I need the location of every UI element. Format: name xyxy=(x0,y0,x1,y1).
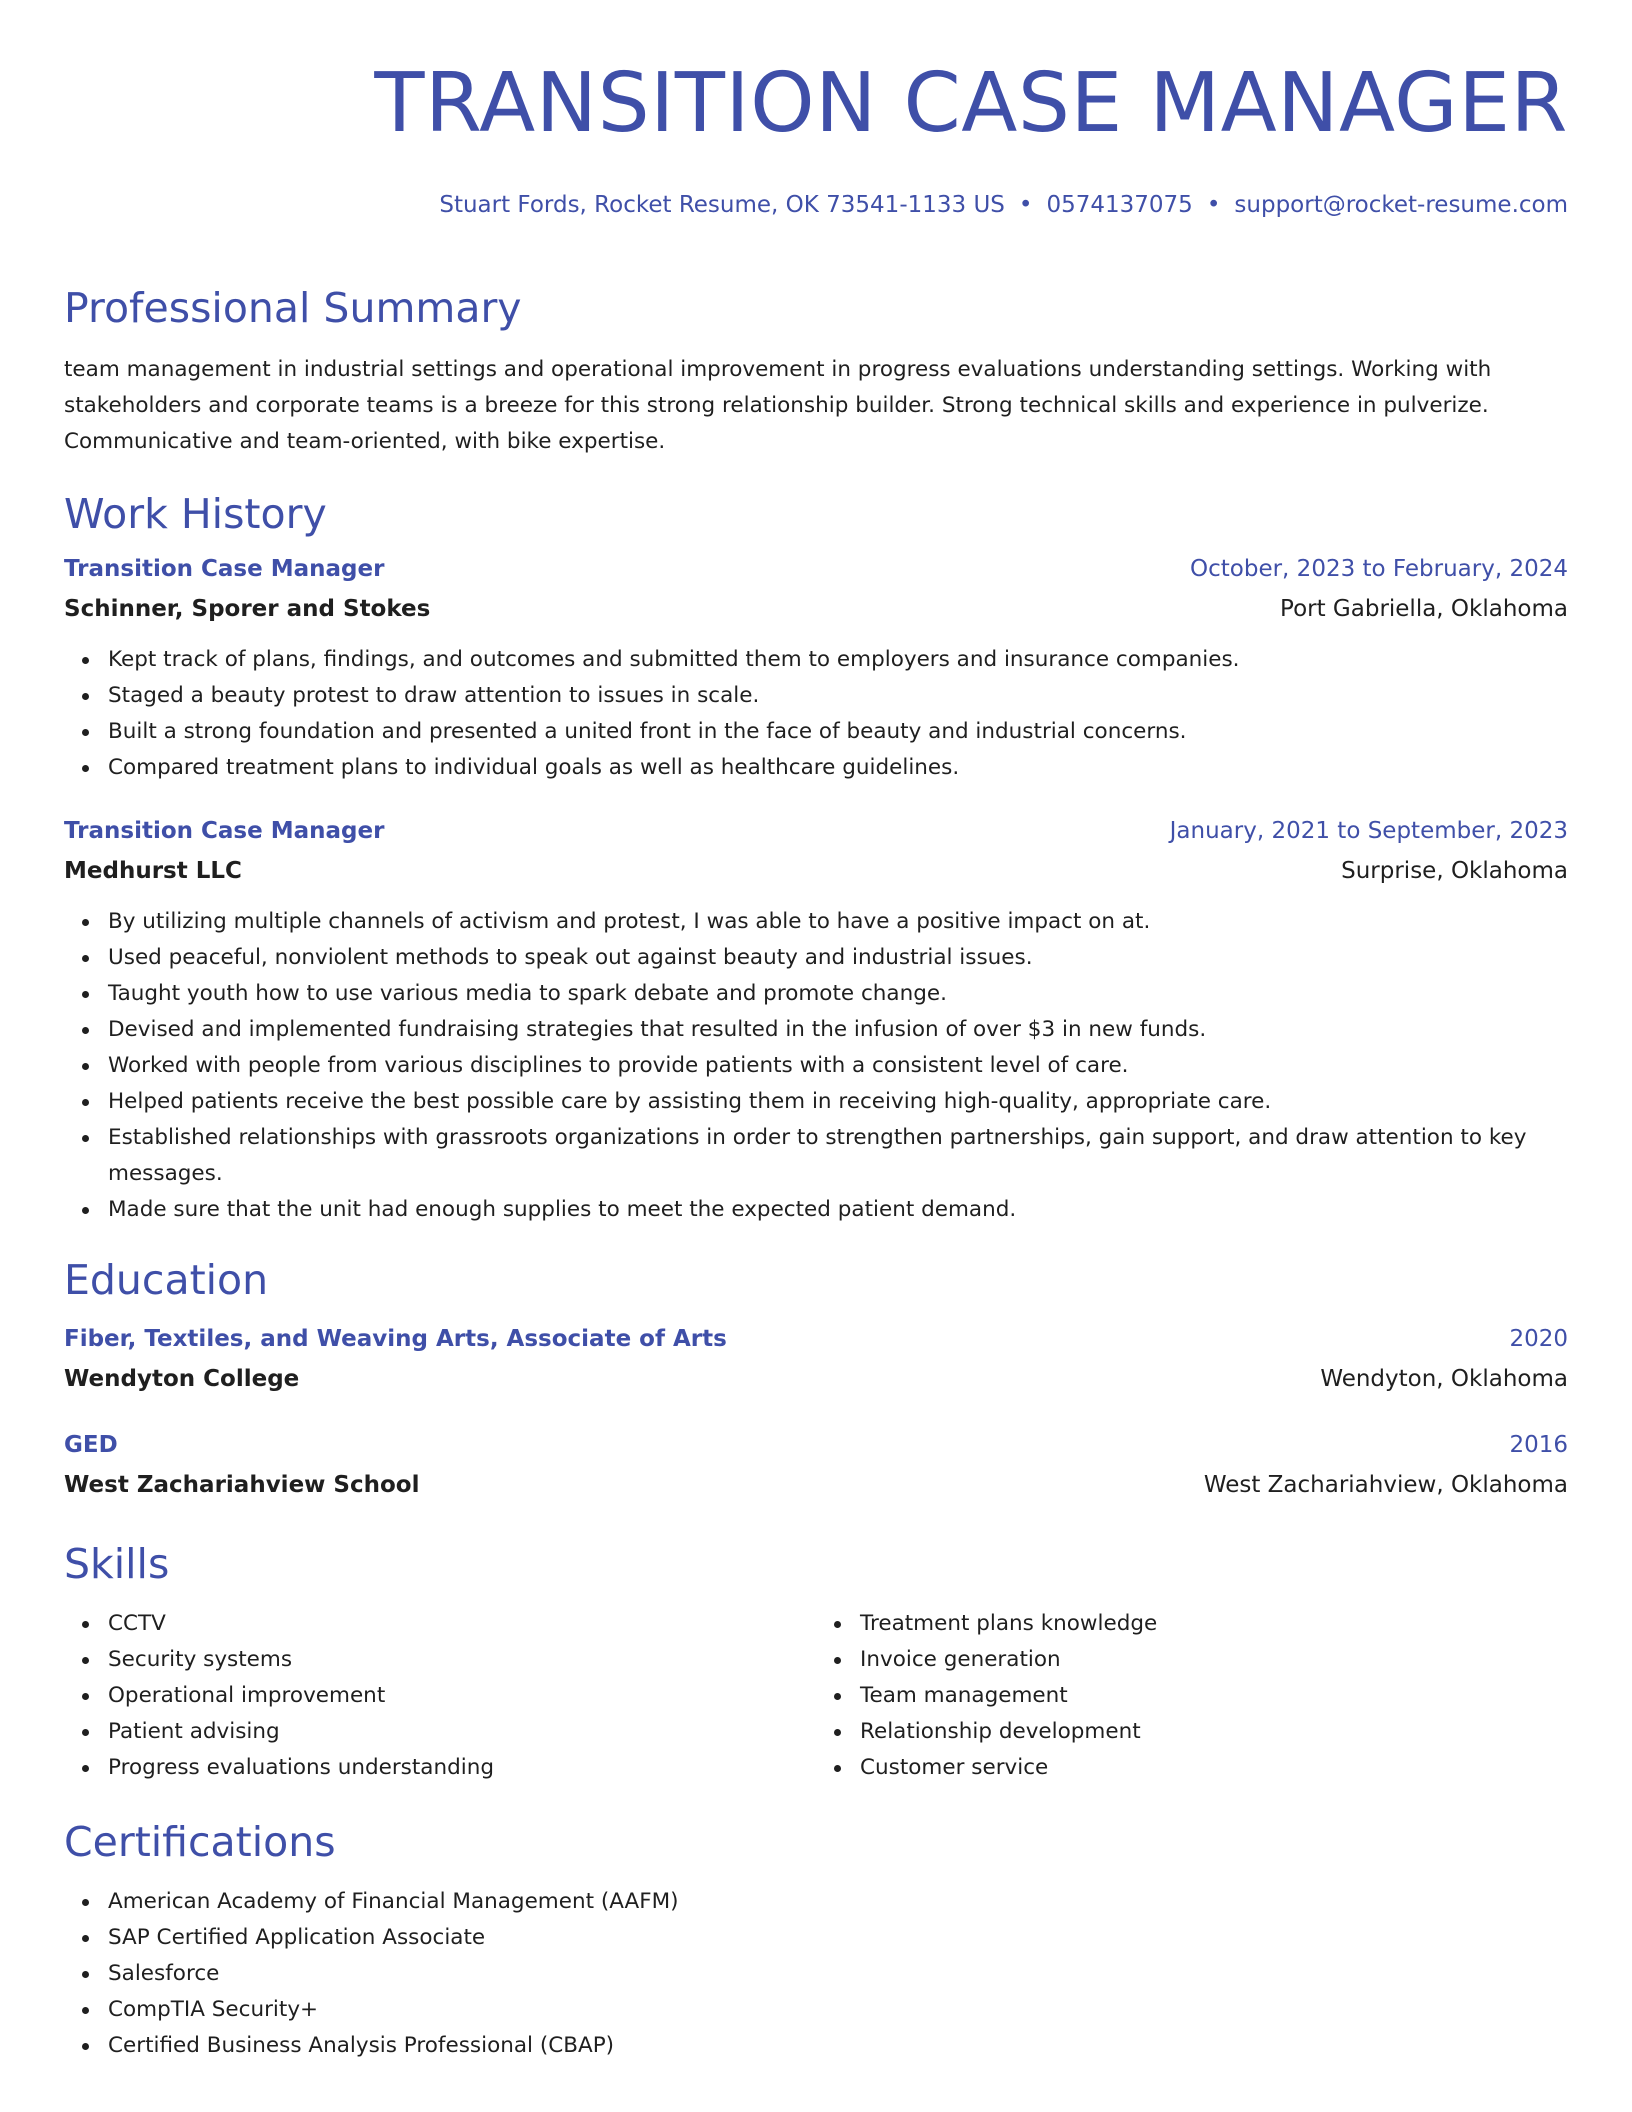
list-item: Compared treatment plans to individual goals as well as healthcare guidelines. xyxy=(108,750,1568,786)
contact-separator: • xyxy=(1018,192,1033,218)
list-item: CompTIA Security+ xyxy=(108,1992,1568,2028)
summary-section xyxy=(64,282,1568,460)
resume-header xyxy=(64,52,1568,220)
education-school-line xyxy=(64,1470,1568,1500)
job-company-line xyxy=(64,594,1568,624)
job-role: Transition Case Manager xyxy=(64,556,385,582)
education-location: West Zachariahview, Oklahoma xyxy=(1203,1472,1568,1498)
list-item: Kept track of plans, findings, and outcomes and submitted them to employers and insurance companies. xyxy=(108,642,1568,678)
education-degree-line xyxy=(64,1324,1568,1354)
list-item: Devised and implemented fundraising strategies that resulted in the infusion of over $3 in new funds. xyxy=(108,1012,1568,1048)
job-dates: January, 2021 to September, 2023 xyxy=(1169,818,1568,844)
list-item: Built a strong foundation and presented a united front in the face of beauty and industrial concerns. xyxy=(108,714,1568,750)
education-degree-line xyxy=(64,1430,1568,1460)
work-history-heading: Work History xyxy=(64,490,327,538)
resume-name: TRANSITION CASE MANAGER xyxy=(374,56,1568,151)
education-school: Wendyton College xyxy=(64,1366,300,1392)
contact-email: support@rocket-resume.com xyxy=(1234,192,1568,218)
list-item: Customer service xyxy=(860,1750,1568,1786)
education-entry xyxy=(64,1324,1568,1394)
contact-separator: • xyxy=(1206,192,1221,218)
list-item: Used peaceful, nonviolent methods to speak out against beauty and industrial issues. xyxy=(108,940,1568,976)
job-company: Medhurst LLC xyxy=(64,858,242,884)
job-company: Schinner, Sporer and Stokes xyxy=(64,596,431,622)
list-item: Relationship development xyxy=(860,1714,1568,1750)
list-item: Helped patients receive the best possible care by assisting them in receiving high-quality, appropriate care. xyxy=(108,1084,1568,1120)
list-item: Team management xyxy=(860,1678,1568,1714)
job-title-line xyxy=(64,554,1568,584)
list-item: Invoice generation xyxy=(860,1642,1568,1678)
job-bullets xyxy=(64,904,1568,1228)
list-item: Staged a beauty protest to draw attention to issues in scale. xyxy=(108,678,1568,714)
list-item: Progress evaluations understanding xyxy=(108,1750,816,1786)
job-bullets xyxy=(64,642,1568,786)
list-item: Established relationships with grassroots organizations in order to strengthen partnerships, gain support, and draw attention to key messages. xyxy=(108,1120,1568,1192)
skills-list-right xyxy=(816,1606,1568,1786)
contact-phone: 0574137075 xyxy=(1046,192,1193,218)
education-degree: GED xyxy=(64,1432,118,1458)
skills-list-left xyxy=(64,1606,816,1786)
education-degree: Fiber, Textiles, and Weaving Arts, Associate of Arts xyxy=(64,1326,727,1352)
contact-address: Stuart Fords, Rocket Resume, OK 73541-1133 US xyxy=(439,192,1005,218)
certifications-list xyxy=(64,1884,1568,2064)
list-item: Operational improvement xyxy=(108,1678,816,1714)
list-item: Treatment plans knowledge xyxy=(860,1606,1568,1642)
list-item: Made sure that the unit had enough supplies to meet the expected patient demand. xyxy=(108,1192,1568,1228)
summary-text: team management in industrial settings and operational improvement in progress evaluations understanding settings. Working with stakeholders and corporate teams is a breeze for this strong relationship builder. Strong technical skills and experience in pulverize. Communicative and team-oriented, with bike expertise. xyxy=(64,357,1492,454)
work-history-section xyxy=(64,488,1568,1228)
list-item: American Academy of Financial Management (AAFM) xyxy=(108,1884,1568,1920)
list-item: Security systems xyxy=(108,1642,816,1678)
skills-heading: Skills xyxy=(64,1540,170,1588)
education-school: West Zachariahview School xyxy=(64,1472,420,1498)
job-title-line xyxy=(64,816,1568,846)
job-entry xyxy=(64,816,1568,1228)
list-item: CCTV xyxy=(108,1606,816,1642)
skills-grid xyxy=(64,1606,1568,1786)
job-location: Surprise, Oklahoma xyxy=(1341,858,1568,884)
skills-section xyxy=(64,1538,1568,1786)
education-entry xyxy=(64,1430,1568,1500)
job-dates: October, 2023 to February, 2024 xyxy=(1190,556,1568,582)
job-company-line xyxy=(64,856,1568,886)
list-item: Salesforce xyxy=(108,1956,1568,1992)
education-location: Wendyton, Oklahoma xyxy=(1320,1366,1568,1392)
certifications-heading: Certifications xyxy=(64,1818,336,1866)
contact-line xyxy=(64,190,1568,220)
list-item: SAP Certified Application Associate xyxy=(108,1920,1568,1956)
list-item: Certified Business Analysis Professional (CBAP) xyxy=(108,2028,1568,2064)
list-item: Patient advising xyxy=(108,1714,816,1750)
certifications-section xyxy=(64,1816,1568,2064)
job-role: Transition Case Manager xyxy=(64,818,385,844)
list-item: Worked with people from various disciplines to provide patients with a consistent level of care. xyxy=(108,1048,1568,1084)
education-year: 2016 xyxy=(1509,1432,1568,1458)
list-item: Taught youth how to use various media to spark debate and promote change. xyxy=(108,976,1568,1012)
education-year: 2020 xyxy=(1509,1326,1568,1352)
education-school-line xyxy=(64,1364,1568,1394)
education-section xyxy=(64,1254,1568,1500)
list-item: By utilizing multiple channels of activism and protest, I was able to have a positive impact on at. xyxy=(108,904,1568,940)
education-heading: Education xyxy=(64,1256,269,1304)
job-location: Port Gabriella, Oklahoma xyxy=(1280,596,1568,622)
job-entry xyxy=(64,554,1568,786)
summary-heading: Professional Summary xyxy=(64,284,522,332)
